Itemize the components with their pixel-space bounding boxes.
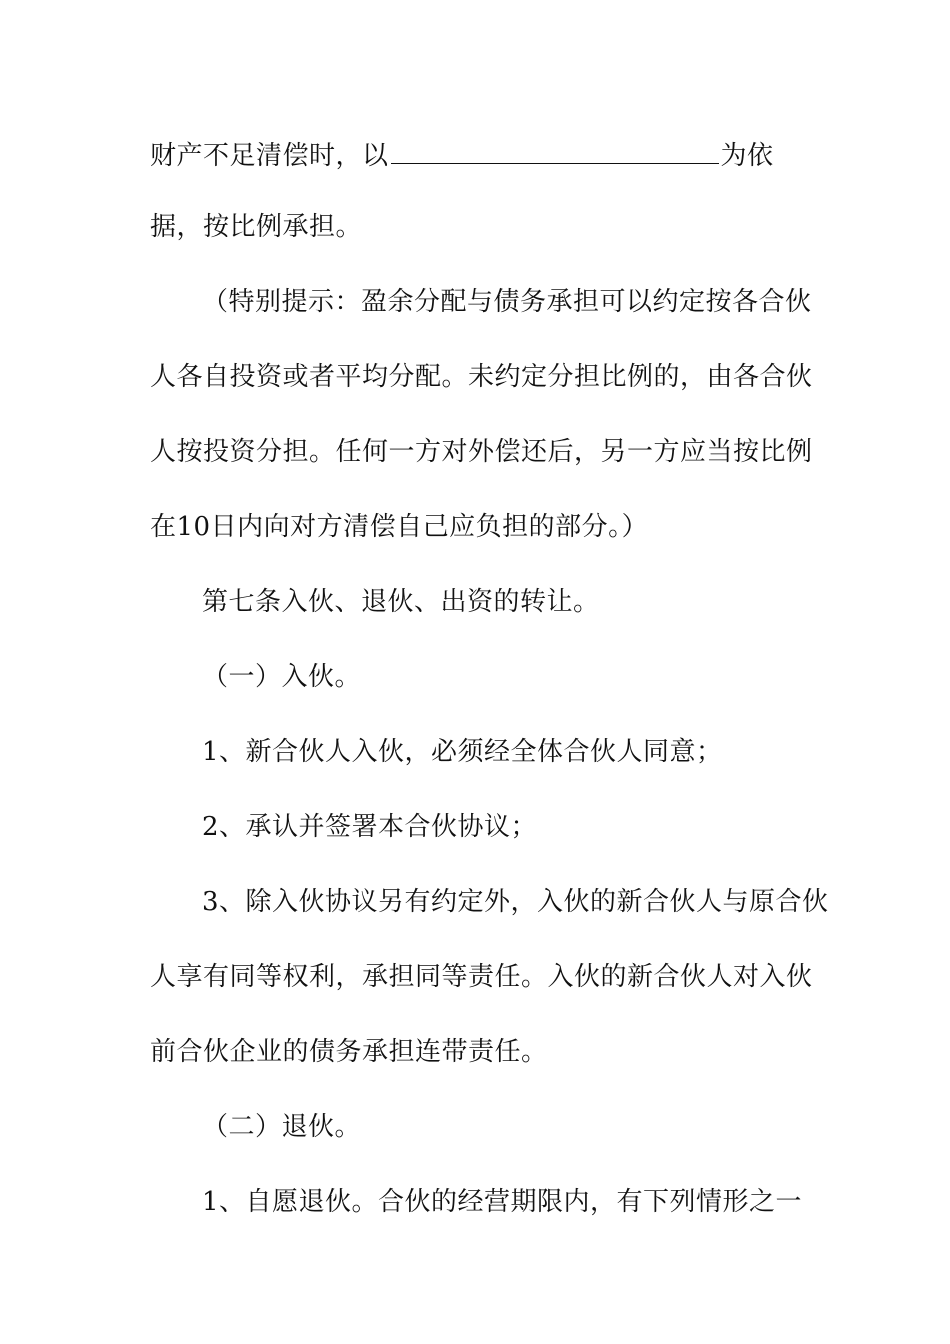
item-2: 2、承认并签署本合伙协议； xyxy=(202,812,538,842)
item-1: 1、新合伙人入伙，必须经全体合伙人同意； xyxy=(202,737,723,767)
special-note-line-4: 在10日内向对方清偿自己应负担的部分。） xyxy=(150,512,649,542)
special-note-line-3: 人按投资分担。任何一方对外偿还后，另一方应当按比例 xyxy=(150,437,813,467)
item-3-line-2: 人享有同等权利，承担同等责任。入伙的新合伙人对入伙 xyxy=(150,962,813,992)
item-3-line-1: 3、除入伙协议另有约定外，入伙的新合伙人与原合伙 xyxy=(202,887,829,917)
section-2-heading: （二）退伙。 xyxy=(202,1112,362,1142)
line-1-text-before: 财产不足清偿时，以 xyxy=(150,141,389,171)
special-note-line-2: 人各自投资或者平均分配。未约定分担比例的，由各合伙 xyxy=(150,362,813,392)
item-3-line-3: 前合伙企业的债务承担连带责任。 xyxy=(150,1037,548,1067)
text-line-1 xyxy=(150,137,774,171)
article-7-heading: 第七条入伙、退伙、出资的转让。 xyxy=(202,587,600,617)
withdrawal-item-1: 1、自愿退伙。合伙的经营期限内，有下列情形之一 xyxy=(202,1187,803,1217)
text-line-2: 据，按比例承担。 xyxy=(150,212,363,242)
section-1-heading: （一）入伙。 xyxy=(202,662,362,692)
fill-in-blank[interactable] xyxy=(391,137,719,164)
special-note-line-1: （特别提示：盈余分配与债务承担可以约定按各合伙 xyxy=(202,287,812,317)
line-1-text-after: 为依 xyxy=(720,141,774,171)
